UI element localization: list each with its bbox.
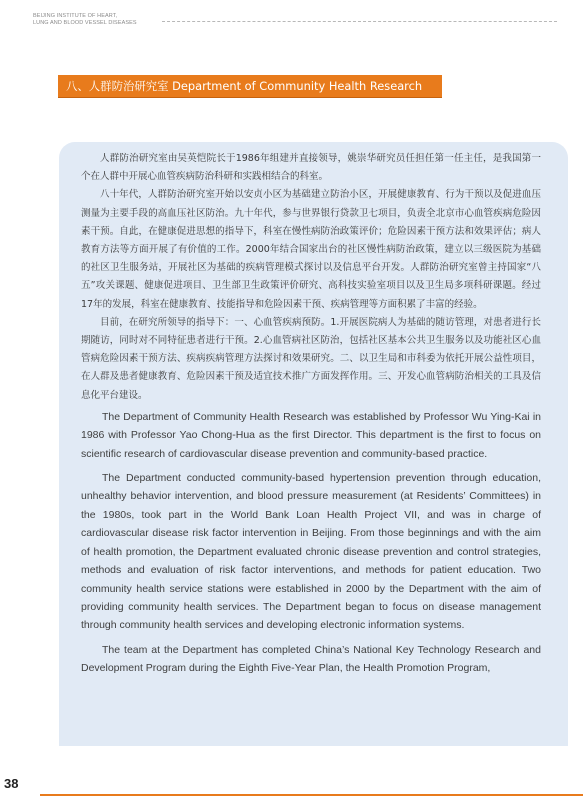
en-paragraph: The team at the Department has completed China’s National Key Technology Research and Development Program during the Eighth Five-Year Plan, the Health Promotion Program, [81, 643, 541, 675]
en-paragraph: The Department conducted community-based hypertension prevention through education, unhealthy behavior intervention, and blood pressure measurement (at Residents’ Committees) in the 1980s, took part in the World Bank Loan Health Project VII, and was in charge of cardiovascular disease risk factor intervention in Beijing. From those beginnings and with the aim of health promotion, the Department evaluated chronic disease prevention and control strategies, methods and evaluation of risk factor interventions, and methods for patient education. Two community health service stations were established in 2000 by the Department with the aim of providing community health services. The Department began to focus on disease management through community health services and developing electronic information systems. [81, 472, 541, 632]
body-text [81, 150, 541, 684]
footer-accent-line [40, 794, 583, 796]
cn-paragraph: 八十年代，人群防治研究室开始以安贞小区为基础建立防治小区，开展健康教育、行为干预以及促进血压测量为主要手段的高血压社区防治。九十年代，参与世界银行贷款卫七项目，负责全北京市心血管疾病危险因素干预。自此，在健康促进思想的指导下，科室在慢性病防治政策评价；危险因素干预方法和效果评估；病人教育方法等方面开展了有价值的工作。2000年结合国家出台的社区慢性病防治政策，建立以三级医院为基础的社区卫生服务站，开展社区为基础的疾病管理模式探讨以及信息平台开发。人群防治研究室曾主持国家“八五”攻关课题、健康促进项目、卫生部卫生政策评价研究、高科技实验室项目以及卫生局多项科研课题。经过17年的发展，科室在健康教育、技能指导和危险因素干预、疾病管理等方面积累了丰富的经验。 [81, 189, 541, 310]
running-header-line2: LUNG AND BLOOD VESSEL DISEASES [33, 20, 137, 26]
section-title: 八、人群防治研究室 Department of Community Health Research [66, 79, 423, 93]
cn-paragraph: 目前，在研究所领导的指导下：一、心血管疾病预防。1.开展医院病人为基础的随访管理，对患者进行长期随访，同时对不同特征患者进行干预。2.心血管病社区防治，包括社区基本公共卫生服务以及功能社区心血管病危险因素干预方法、疾病疾病管理方法探讨和效果研究。二、以卫生局和市科委为依托开展公益性项目，在人群及患者健康教育、危险因素干预及适宜技术推广方面发挥作用。三、开发心血管病防治相关的工具及信息化平台建设。 [81, 316, 541, 401]
header-dashed-rule [162, 21, 557, 22]
page-number: 38 [4, 776, 19, 791]
running-header-line1: BEIJING INSTITUTE OF HEART, [33, 13, 118, 19]
section-title-bar [58, 75, 442, 98]
cn-paragraph: 人群防治研究室由吴英恺院长于1986年组建并直接领导，姚崇华研究员任担任第一任主任，是我国第一个在人群中开展心血管疾病防治科研和实践相结合的科室。 [81, 153, 541, 183]
en-paragraph: The Department of Community Health Research was established by Professor Wu Ying-Kai in 1986 with Professor Yao Chong-Hua as the first Director. This department is the first to focus on scientific research of cardiovascular disease prevention and community-based practice. [81, 410, 541, 460]
running-header [33, 13, 137, 27]
